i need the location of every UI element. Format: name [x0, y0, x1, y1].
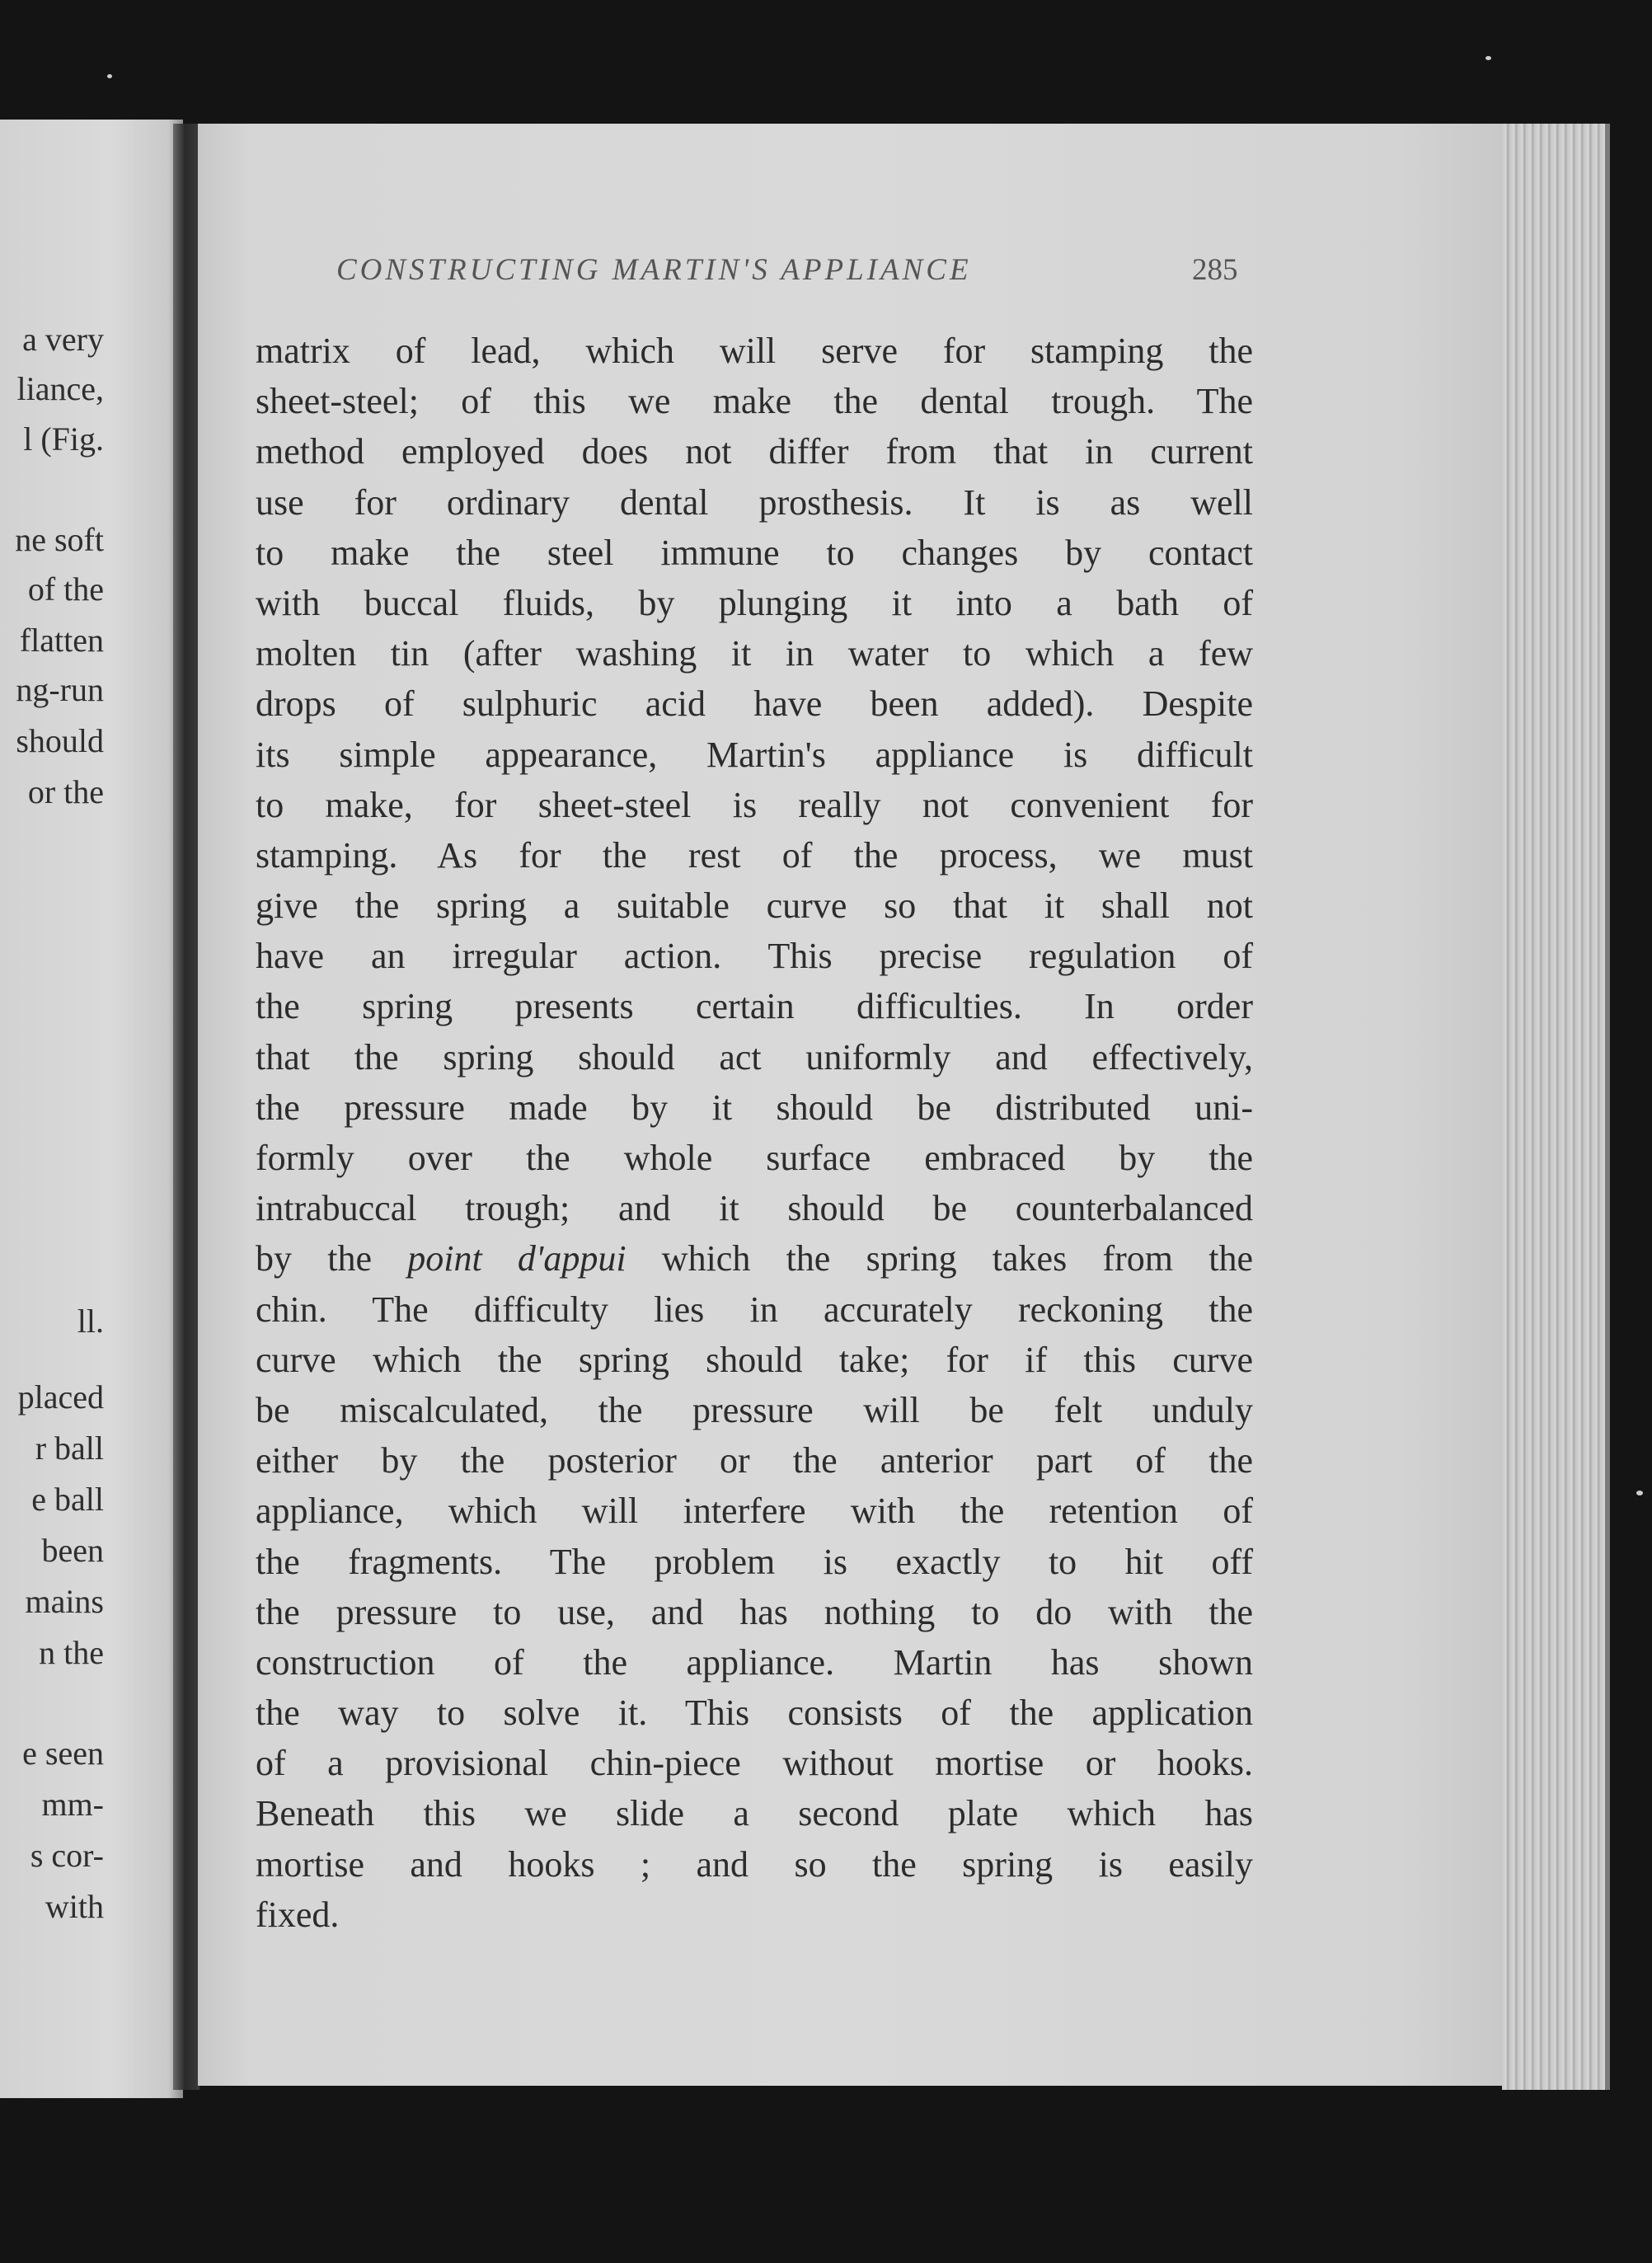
left-page-line: or the — [27, 773, 104, 810]
text-line: curve which the spring should take; for if this curve — [256, 1339, 1253, 1380]
left-page-line: liance, — [16, 370, 104, 407]
running-head — [336, 252, 1243, 293]
text-line: the spring presents certain difficulties. In order — [256, 986, 1253, 1027]
left-facing-page — [0, 120, 183, 2098]
left-page-line: ng-run — [16, 671, 104, 708]
text-line: of a provisional chin-piece without mortise or hooks. — [256, 1743, 1253, 1784]
text-line: drops of sulphuric acid have been added). Despite — [256, 683, 1253, 725]
dust-speck — [1636, 1491, 1643, 1495]
dust-speck — [1485, 56, 1491, 60]
italic-phrase: point d'appui — [407, 1238, 627, 1279]
text-line: have an irregular action. This precise regulation of — [256, 936, 1253, 977]
text-line: to make the steel immune to changes by contact — [256, 532, 1253, 573]
page-edge-stack — [1502, 124, 1610, 2090]
left-page-line: ne soft — [15, 521, 104, 558]
left-page-line: l (Fig. — [23, 420, 104, 458]
left-page-line: n the — [39, 1634, 104, 1671]
left-page-line: flatten — [19, 622, 104, 659]
text-line: method employed does not differ from that in current — [256, 431, 1253, 472]
running-title: CONSTRUCTING MARTIN'S APPLIANCE — [336, 253, 972, 287]
text-line: its simple appearance, Martin's appliance is difficult — [256, 734, 1253, 775]
text-line: the way to solve it. This consists of the application — [256, 1693, 1253, 1734]
text-line — [256, 1233, 1253, 1284]
text-line: fixed. — [256, 1894, 340, 1935]
text-line: with buccal fluids, by plunging it into a bath of — [256, 582, 1253, 623]
body-text — [256, 326, 1253, 1940]
text-line: the pressure made by it should be distributed uni- — [256, 1087, 1253, 1128]
dust-speck — [107, 74, 112, 78]
text-line: appliance, which will interfere with the retention of — [256, 1491, 1253, 1532]
text-line: that the spring should act uniformly and effectively, — [256, 1036, 1253, 1078]
left-page-line: mains — [25, 1583, 104, 1620]
text-line: molten tin (after washing it in water to which a few — [256, 633, 1253, 674]
left-page-line: a very — [22, 321, 104, 358]
book-gutter — [173, 124, 199, 2090]
text-line: use for ordinary dental prosthesis. It is as well — [256, 481, 1253, 523]
left-page-line: with — [45, 1888, 104, 1925]
text-line: intrabuccal trough; and it should be counterbalanced — [256, 1188, 1253, 1229]
left-page-line: e seen — [22, 1735, 104, 1772]
left-page-line: e ball — [31, 1481, 104, 1518]
text-fragment: by the — [256, 1238, 408, 1279]
text-line: either by the posterior or the anterior part of the — [256, 1440, 1253, 1481]
text-line: Beneath this we slide a second plate which has — [256, 1793, 1253, 1834]
text-line: to make, for sheet-steel is really not convenient for — [256, 784, 1253, 825]
text-line: the fragments. The problem is exactly to hit off — [256, 1541, 1253, 1582]
text-line: stamping. As for the rest of the process, we must — [256, 834, 1253, 876]
text-line: give the spring a suitable curve so that it shall not — [256, 885, 1253, 927]
text-line: formly over the whole surface embraced by the — [256, 1138, 1253, 1178]
left-page-line: s cor- — [30, 1837, 104, 1874]
text-line: construction of the appliance. Martin has shown — [256, 1641, 1253, 1683]
text-line: the pressure to use, and has nothing to do with the — [256, 1591, 1253, 1632]
text-fragment: which the spring takes from the — [626, 1238, 1253, 1279]
text-line: sheet-steel; of this we make the dental trough. The — [256, 381, 1253, 422]
left-page-line: placed — [17, 1378, 104, 1416]
dust-speck — [1441, 1502, 1444, 1505]
text-line: be miscalculated, the pressure will be felt unduly — [256, 1389, 1253, 1430]
left-page-line: of the — [27, 570, 104, 608]
text-line: mortise and hooks ; and so the spring is easily — [256, 1843, 1253, 1885]
left-page-line: r ball — [35, 1430, 104, 1467]
left-page-line: should — [16, 722, 104, 759]
page-number: 285 — [1192, 253, 1238, 287]
left-page-line: been — [41, 1532, 104, 1569]
left-page-line: mm- — [41, 1786, 104, 1823]
text-line: matrix of lead, which will serve for stamping the — [256, 331, 1253, 371]
left-page-line: ll. — [77, 1303, 104, 1340]
text-line: chin. The difficulty lies in accurately reckoning the — [256, 1289, 1253, 1330]
